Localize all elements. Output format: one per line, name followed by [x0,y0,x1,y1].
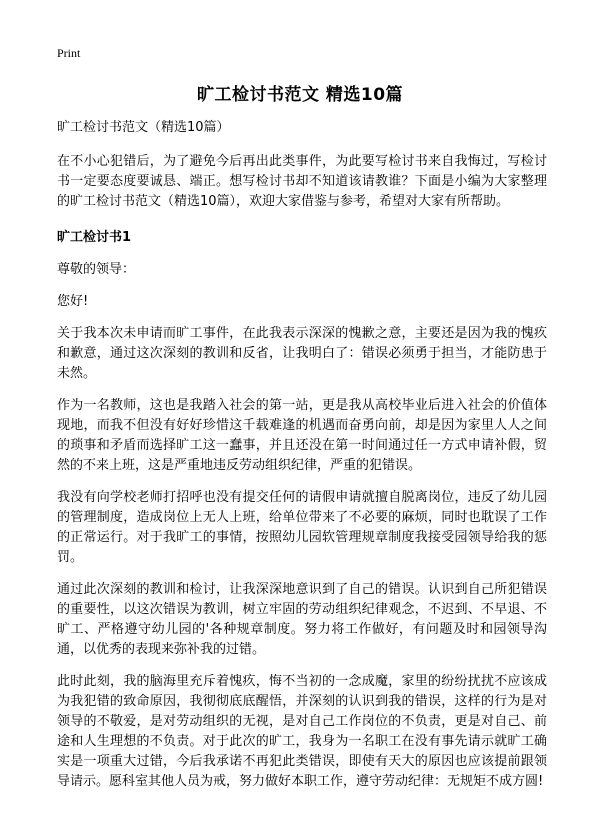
body-paragraph: 我没有向学校老师打招呼也没有提交任何的请假申请就擅自脱离岗位，违反了幼儿园的管理制度，造成岗位上无人上班，给单位带来了不必要的麻烦，同时也耽误了工作的正常运行。对于我旷工的事情，按照幼儿园软管理规章制度我接受园领导给我的惩罚。 [57,490,547,565]
page-title: 旷工检讨书范文 精选10篇 [196,85,404,105]
intro-paragraph: 在不小心犯错后，为了避免今后再出此类事件，为此要写检讨书来自我悔过，写检讨书一定要态度要诚恳、端正。想写检讨书却不知道该请教谁？下面是小编为大家整理的旷工检讨书范文（精选10篇），欢迎大家借鉴与参考，希望对大家有所帮助。 [57,154,547,209]
salutation: 尊敬的领导： [57,262,136,277]
body-paragraph: 通过此次深刻的教训和检讨，让我深深地意识到了自己的错误。认识到自己所犯错误的重要性，以这次错误为教训，树立牢固的劳动组织纪律观念，不迟到、不早退、不旷工、严格遵守幼儿园的'各种规章制度。努力将工作做好，有问题及时和园领导沟通，以优秀的表现来弥补我的过错。 [57,582,547,657]
body-paragraph: 作为一名教师，这也是我踏入社会的第一站，更是我从高校毕业后进入社会的价值体现地，而我不但没有好好珍惜这千载难逢的机遇而奋勇向前，却是因为家里人人之间的琐事和矛盾而选择旷工这一蠢事，并且还没在第一时间通过任一方式申请补假，贸然的不来上班，这是严重地违反劳动组织纪律，严重的犯错误。 [57,398,547,473]
article-body [57,118,547,804]
print-link[interactable]: Print [57,46,81,60]
body-paragraph: 关于我本次未申请而旷工事件，在此我表示深深的愧歉之意，主要还是因为我的愧疚和歉意，通过这次深刻的教训和反省，让我明白了：错误必须勇于担当，才能防患于未然。 [57,326,547,381]
body-paragraph: 此时此刻，我的脑海里充斥着愧疚，悔不当初的一念成魔，家里的纷纷扰扰不应该成为我犯错的致命原因，我彻彻底底醒悟，并深刻的认识到我的错误，这样的行为是对领导的不敬爱，是对劳动组织的无视，是对自己工作岗位的不负责，更是对自己、前途和人生理想的不负责。对于此次的旷工，我身为一名职工在没有事先请示就旷工确实是一项重大过错，今后我承诺不再犯此类错误，即使有天大的原因也应该提前跟领导请示。愿科室其他人员为戒，努力做好本职工作，遵守劳动纪律：无规矩不成方圆! [57,674,547,789]
article-subtitle: 旷工检讨书范文（精选10篇） [57,120,230,135]
section-heading: 旷工检讨书1 [57,230,132,245]
greeting: 您好! [57,294,89,309]
